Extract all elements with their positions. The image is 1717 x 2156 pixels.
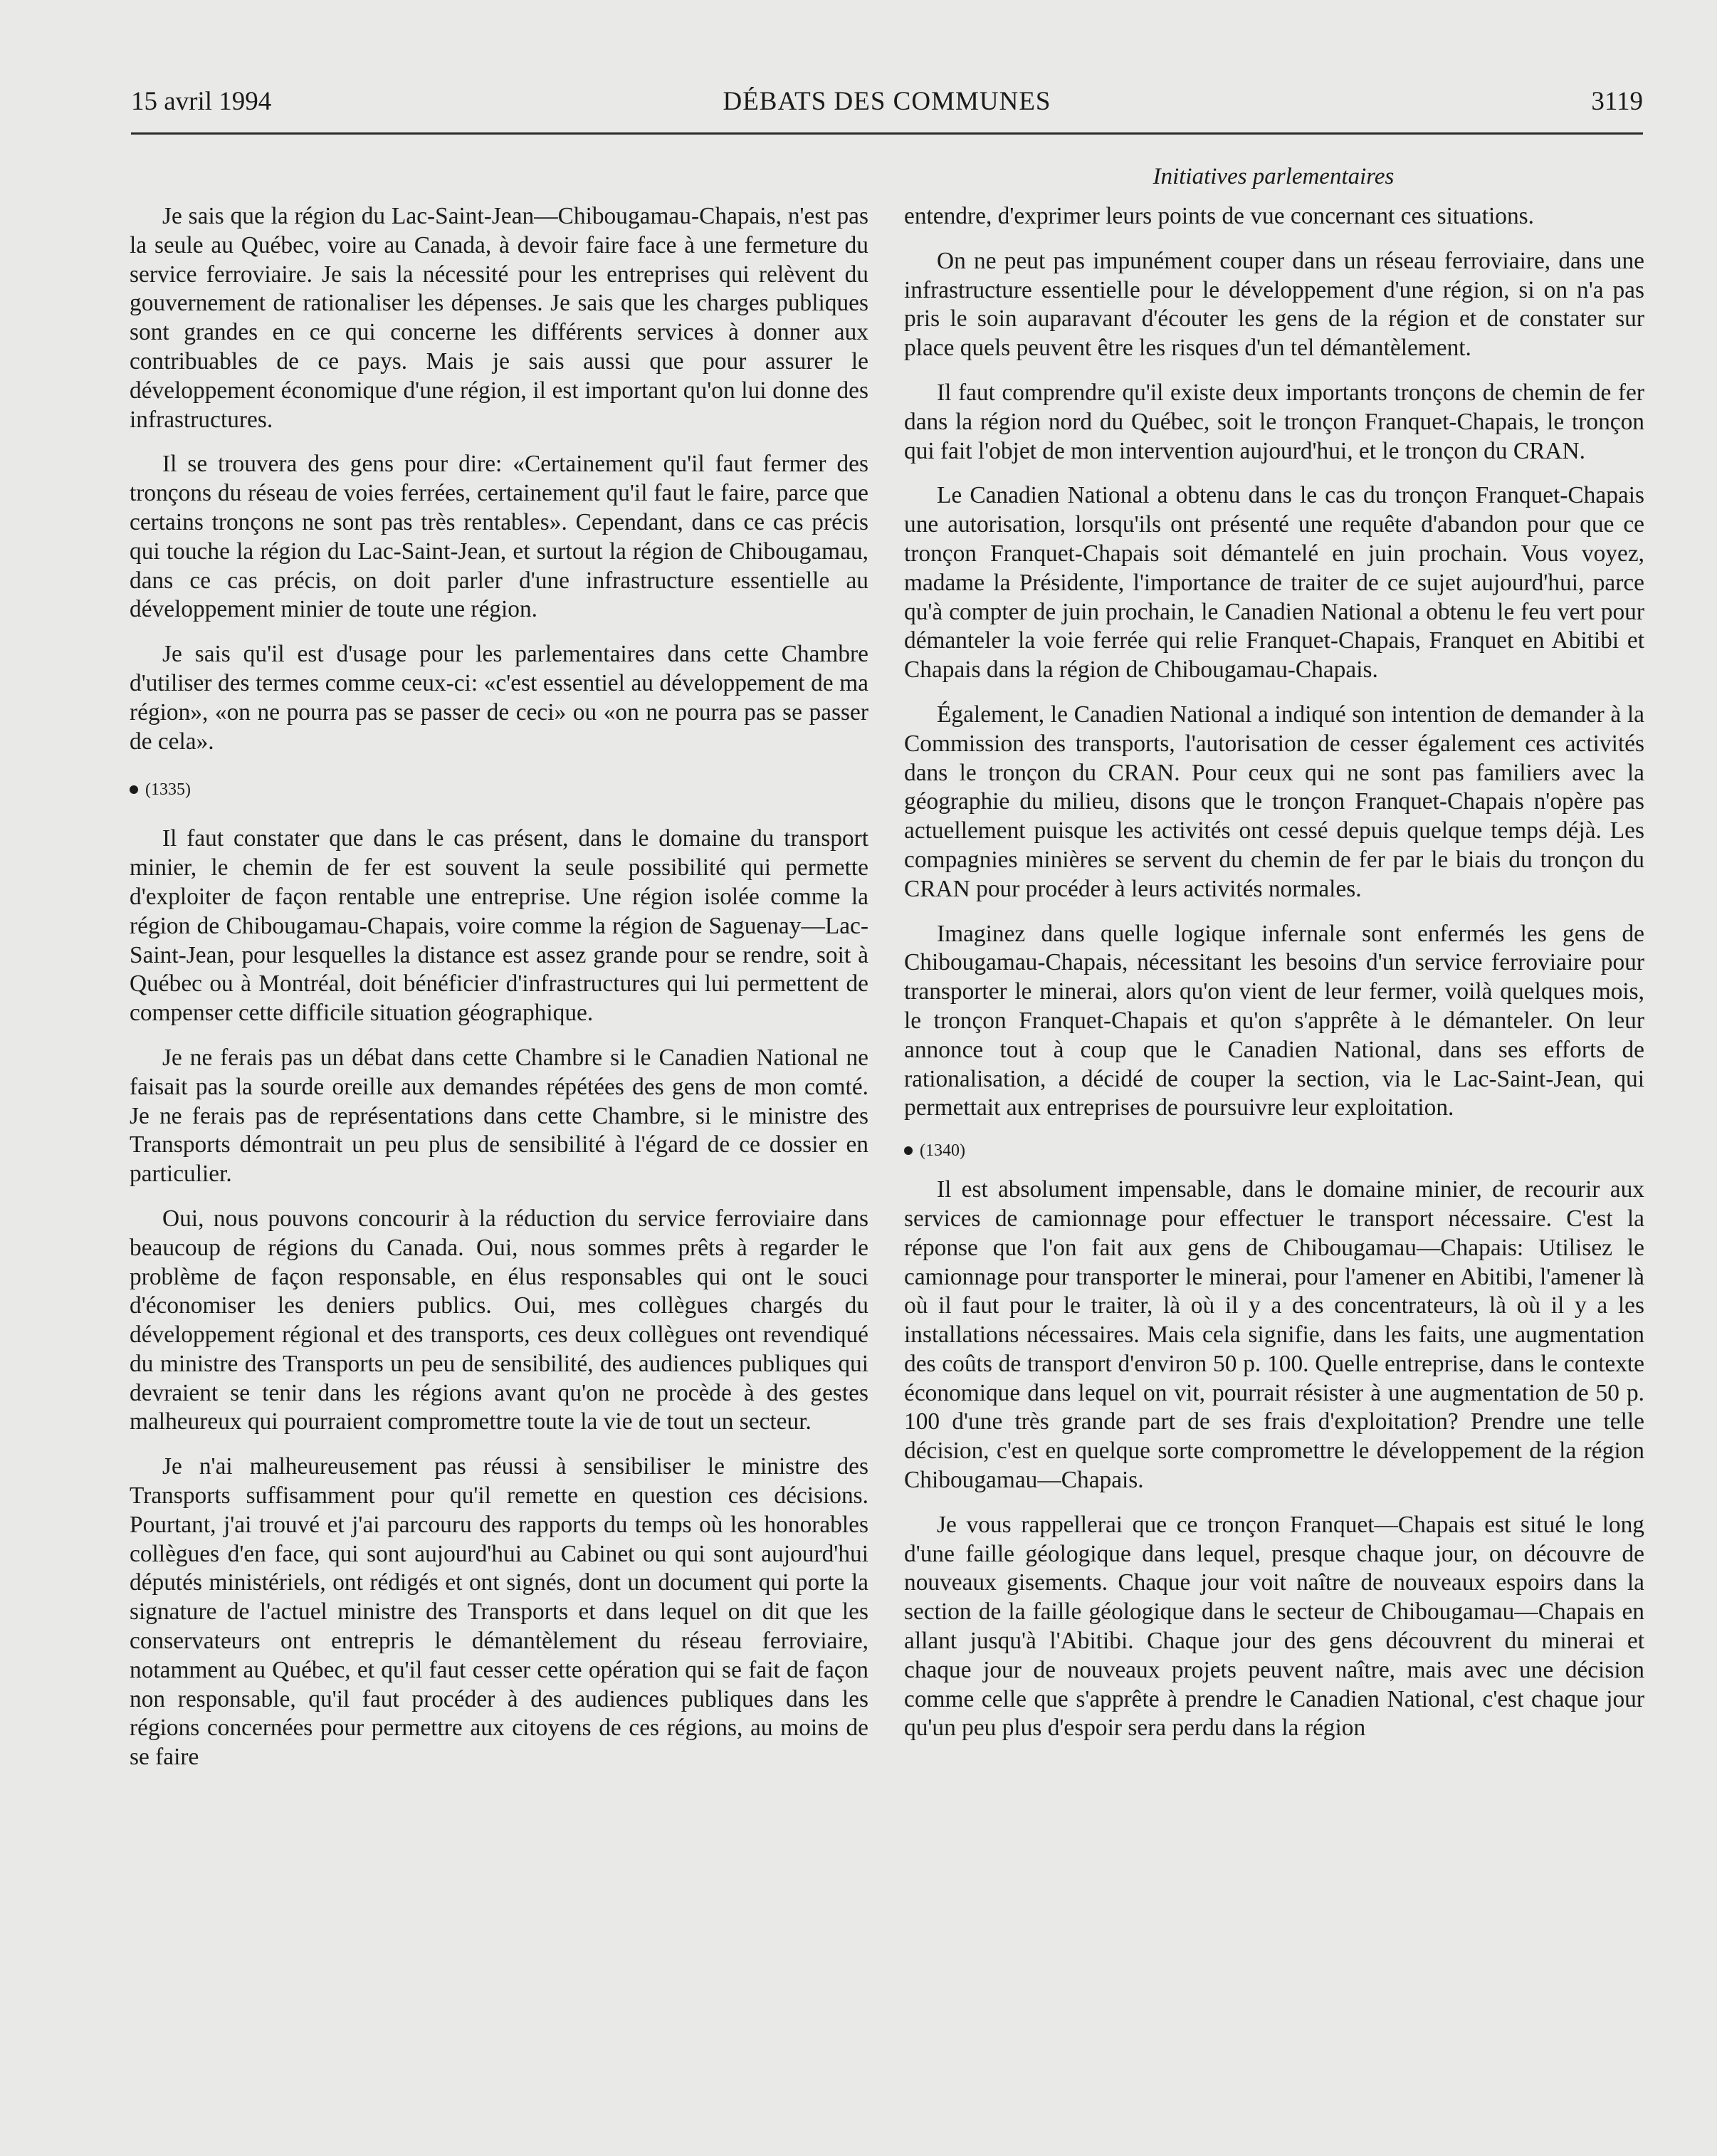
left-paragraph-1: Je sais que la région du Lac-Saint-Jean—Chibougamau-Chapais, n'est pas la seule au Québec, voire au Canada, à devoir faire face à une fermeture du service ferroviaire. Je sais la nécessité pour les entreprises qui relèvent du gouvernement de rationaliser les dépenses. Je sais que les charges publiques sont grandes en ce qui concerne les différents services à donner aux contribuables de ce pays. Mais je sais aussi que pour assurer le développement économique d'une région, il est important qu'on lui donne des infrastructures. xyxy=(130,203,868,433)
left-column xyxy=(130,202,868,1788)
right-paragraph-7: Il est absolument impensable, dans le domaine minier, de recourir aux services de camionnage pour effectuer le transport nécessaire. C'est la réponse que l'on fait aux gens de Chibougamau—Chapais: Utilisez le camionnage pour transporter le minerai, pour l'amener en Abitibi, l'amener là où il faut pour le traiter, là où il y a des concentrateurs, là où il y a les installations nécessaires. Mais cela signifie, dans les faits, une augmentation des coûts de transport d'environ 50 p. 100. Quelle entreprise, dans le contexte économique dans lequel on vit, pourrait résister à une augmentation de 50 p. 100 d'une très grande part de ses frais d'exploitation? Prendre une telle décision, c'est en quelque sorte compromettre le développement de la région Chibougamau—Chapais. xyxy=(904,1176,1644,1494)
header-date: 15 avril 1994 xyxy=(131,87,272,116)
left-paragraph-4: Il faut constater que dans le cas présent, dans le domaine du transport minier, le chemin de fer est souvent la seule possibilité qui permette d'exploiter de façon rentable une entreprise. Une région isolée comme la région de Chibougamau-Chapais, voire comme la région de Saguenay—Lac-Saint-Jean, pour lesquelles la distance est assez grande pour se rendre, soit à Québec ou à Montréal, doit bénéficier d'infrastructures qui lui permettent de compenser cette difficile situation géographique. xyxy=(130,825,868,1027)
page-header xyxy=(131,81,1643,135)
left-paragraph-6: Oui, nous pouvons concourir à la réduction du service ferroviaire dans beaucoup de régions du Canada. Oui, nous sommes prêts à regarder le problème de façon responsable, en élus responsables qui ont le souci d'économiser les deniers publics. Oui, mes collègues chargés du développement régional et des transports, ces deux collègues ont revendiqué du ministre des Transports un peu de sensibilité, des audiences publiques qui devraient se tenir dans les régions avant qu'on ne procède à des gestes malheureux qui pourraient compromettre toute la vie de tout un secteur. xyxy=(130,1205,868,1435)
right-paragraph-2: On ne peut pas impunément couper dans un réseau ferroviaire, dans une infrastructure essentielle pour le développement d'une région, si on n'a pas pris le soin auparavant d'écouter les gens de la région et de constater sur place quels peuvent être les risques d'un tel démantèlement. xyxy=(904,247,1644,362)
left-paragraph-3: Je sais qu'il est d'usage pour les parlementaires dans cette Chambre d'utiliser des termes comme ceux-ci: «c'est essentiel au développement de ma région», «on ne pourra pas se passer de ceci» ou «on ne pourra pas se passer de cela». xyxy=(130,641,868,755)
timestamp-label: (1340) xyxy=(920,1141,965,1161)
bullet-icon xyxy=(904,1146,913,1155)
timestamp-marker xyxy=(130,778,868,802)
timestamp-label: (1335) xyxy=(145,780,191,800)
right-paragraph-1: entendre, d'exprimer leurs points de vue concernant ces situations. xyxy=(904,203,1535,229)
right-paragraph-6: Imaginez dans quelle logique infernale sont enfermés les gens de Chibougamau-Chapais, nécessitant les besoins d'un service ferroviaire pour transporter le minerai, alors qu'on vient de leur fermer, voilà quelques mois, le tronçon Franquet-Chapais et qu'on s'apprête à le démanteler. On leur annonce tout à coup que le Canadien National, dans ses efforts de rationalisation, a décidé de couper la section, via le Lac-Saint-Jean, qui permettait aux entreprises de poursuivre leur exploitation. xyxy=(904,920,1644,1121)
right-paragraph-8: Je vous rappellerai que ce tronçon Franquet—Chapais est situé le long d'une faille géologique dans lequel, presque chaque jour, on découvre de nouveaux gisements. Chaque jour voit naître de nouveaux espoirs dans la section de la faille géologique dans le secteur de Chibougamau—Chapais en allant jusqu'à l'Abitibi. Chaque jour des gens découvrent du minerai et chaque jour de nouveaux projets peuvent naître, mais avec une décision comme celle que s'apprête à prendre le Canadien National, c'est chaque jour qu'un peu plus d'espoir sera perdu dans la région xyxy=(904,1511,1644,1742)
timestamp-marker xyxy=(904,1139,1644,1163)
right-paragraph-5: Également, le Canadien National a indiqué son intention de demander à la Commission des transports, l'autorisation de cesser également ces activités dans le tronçon du CRAN. Pour ceux qui ne sont pas familiers avec la géographie du milieu, disons que le tronçon Franquet-Chapais n'opère pas actuellement puisque les activités ont cessé depuis quelque temps déjà. Les compagnies minières se servent du chemin de fer par le biais du tronçon du CRAN pour procéder à leurs activités normales. xyxy=(904,701,1644,902)
right-paragraph-3: Il faut comprendre qu'il existe deux importants tronçons de chemin de fer dans la région nord du Québec, soit le tronçon Franquet-Chapais, le tronçon qui fait l'objet de mon intervention aujourd'hui, et le tronçon du CRAN. xyxy=(904,379,1644,464)
header-publication-title: DÉBATS DES COMMUNES xyxy=(723,87,1051,116)
header-page-number: 3119 xyxy=(1591,87,1643,116)
right-paragraph-4: Le Canadien National a obtenu dans le cas du tronçon Franquet-Chapais une autorisation, lorsqu'ils ont présenté une requête d'abandon pour que ce tronçon Franquet-Chapais soit démantelé en juin prochain. Vous voyez, madame la Présidente, l'importance de traiter de ce sujet aujourd'hui, parce qu'à compter de juin prochain, le Canadien National a obtenu le feu vert pour démanteler la voie ferrée qui relie Franquet-Chapais, Franquet en Abitibi et Chapais dans la région de Chibougamau-Chapais. xyxy=(904,482,1644,684)
left-paragraph-7: Je n'ai malheureusement pas réussi à sensibiliser le ministre des Transports suffisamment pour qu'il remette en question ces décisions. Pourtant, j'ai trouvé et j'ai parcouru des rapports du temps où les honorables collègues d'en face, qui sont aujourd'hui au Cabinet ou qui sont aujourd'hui députés ministériels, ont rédigés et ont signés, dont un document qui porte la signature de l'actuel ministre des Transports et dans lequel on dit que les conservateurs ont entrepris le démantèlement du réseau ferroviaire, notamment au Québec, et qu'il faut cesser cette opération qui se fait de façon non responsable, qu'il faut procéder à des audiences publiques dans les régions concernées pour permettre aux citoyens de ces régions, au moins de se faire xyxy=(130,1453,868,1771)
section-title: Initiatives parlementaires xyxy=(1152,164,1395,189)
right-column xyxy=(904,202,1644,1759)
bullet-icon xyxy=(130,785,138,794)
left-paragraph-2: Il se trouvera des gens pour dire: «Certainement qu'il faut fermer des tronçons du réseau de voies ferrées, certainement qu'il faut le faire, parce que certains tronçons ne sont pas très rentables». Cependant, dans ce cas précis qui touche la région du Lac-Saint-Jean, et surtout la région de Chibougamau, dans ce cas précis, on doit parler d'une infrastructure essentielle au développement minier de toute une région. xyxy=(130,451,868,623)
left-paragraph-5: Je ne ferais pas un débat dans cette Chambre si le Canadien National ne faisait pas la sourde oreille aux demandes répétées des gens de mon comté. Je ne ferais pas de représentations dans cette Chambre, si le ministre des Transports démontrait un peu plus de sensibilité à l'égard de ce dossier en particulier. xyxy=(130,1044,868,1188)
